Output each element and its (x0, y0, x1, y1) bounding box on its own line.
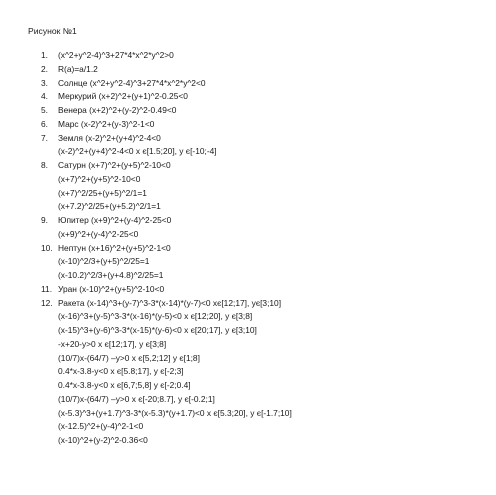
item-continuation-line: (x-10)^2/3+(y+5)^2/25=1 (58, 256, 150, 267)
item-text: Земля (x-2)^2+(y+4)^2-4<0 (58, 132, 161, 143)
item-number: 7. (41, 132, 48, 143)
item-continuation-line: (x-10.2)^2/3+(y+4.8)^2/25=1 (58, 270, 164, 280)
item-continuation-line: (x-15)^3+(y-6)^3-3*(x-15)*(y-6)<0 x є[20;17], y є[3;10] (58, 325, 257, 335)
item-continuation-line: (x-16)^3+(y-5)^3-3*(x-16)*(y-5)<0 x є[12;20], y є[3;8] (58, 311, 253, 322)
item-number: 3. (41, 77, 48, 88)
list-item (41, 63, 491, 77)
item-continuation-line: (x-5.3)^3+(y+1.7)^3-3*(x-5.3)*(y+1.7)<0 x є[5.3;20], y є[-1.7;10] (58, 407, 292, 418)
item-number: 5. (41, 105, 48, 115)
item-continuation-line: (x+9)^2+(y-4)^2-25<0 (58, 228, 139, 239)
item-text: Сатурн (x+7)^2+(y+5)^2-10<0 (58, 160, 171, 170)
item-continuation-line: (x+7.2)^2/25+(y+5.2)^2/1=1 (58, 201, 161, 212)
item-text: Венера (x+2)^2+(y-2)^2-0.49<0 (58, 105, 177, 115)
item-number: 4. (41, 91, 48, 102)
item-number: 2. (41, 63, 48, 74)
item-text: Уран (x-10)^2+(y+5)^2-10<0 (58, 283, 165, 294)
item-text: Юпитер (x+9)^2+(y-4)^2-25<0 (58, 215, 172, 225)
item-continuation-line: (x+7)^2/25+(y+5)^2/1=1 (58, 187, 147, 198)
numbered-list (41, 49, 491, 448)
item-text: (x^2+y^2-4)^3+27*4*x^2*y^2>0 (58, 50, 174, 60)
item-text: Марс (x-2)^2+(y-3)^2-1<0 (58, 118, 155, 129)
item-text: Ракета (x-14)^3+(y-7)^3-3*(x-14)*(y-7)<0 xє[12;17], yє[3;10] (58, 297, 282, 308)
item-text: Солнце (x^2+y^2-4)^3+27*4*x^2*y^2<0 (58, 77, 206, 88)
list-item (41, 242, 491, 256)
item-text: R(a)=a/1.2 (58, 63, 98, 74)
item-number: 1. (41, 50, 48, 60)
item-text: Меркурий (x+2)^2+(y+1)^2-0.25<0 (58, 91, 188, 102)
list-item (41, 118, 491, 132)
item-number: 8. (41, 160, 48, 170)
item-text: Нептун (x+16)^2+(y+5)^2-1<0 (58, 242, 171, 253)
list-item (41, 283, 491, 297)
list-item (41, 297, 491, 311)
item-number: 9. (41, 215, 48, 225)
item-number: 6. (41, 118, 48, 129)
list-item (41, 104, 491, 118)
item-continuation-line: (x-12.5)^2+(y-4)^2-1<0 (58, 421, 144, 432)
item-continuation-line: 0.4*x-3.8-y<0 x є[6,7;5,8] y є[-2;0.4] (58, 380, 191, 390)
item-continuation-line: (x-10)^2+(y-2)^2-0.36<0 (58, 435, 148, 445)
item-number: 10. (41, 242, 53, 253)
item-continuation-line: 0.4*x-3.8-y<0 x є[5.8;17], y є[-2;3] (58, 366, 184, 377)
list-item (41, 132, 491, 146)
item-number: 12. (41, 297, 53, 308)
list-item (41, 214, 491, 228)
list-item (41, 159, 491, 173)
item-continuation-line: (x+7)^2+(y+5)^2-10<0 (58, 173, 141, 184)
item-continuation-line: (x-2)^2+(y+4)^2-4<0 x є[1.5;20], y є[-10;-4] (58, 146, 217, 157)
item-continuation-line: -x+20-y>0 x є[12;17], y є[3;8] (58, 338, 167, 349)
list-item (41, 49, 491, 63)
list-item (41, 77, 491, 91)
item-continuation-line: (10/7)x-(64/7) –y>0 x є[-20;8.7], y є[-0.2;1] (58, 393, 215, 404)
list-item (41, 90, 491, 104)
figure-title: Рисунок №1 (28, 26, 77, 36)
item-number: 11. (41, 283, 53, 294)
item-continuation-line: (10/7)x-(64/7) –y>0 x є[5,2;12] y є[1;8] (58, 352, 200, 363)
